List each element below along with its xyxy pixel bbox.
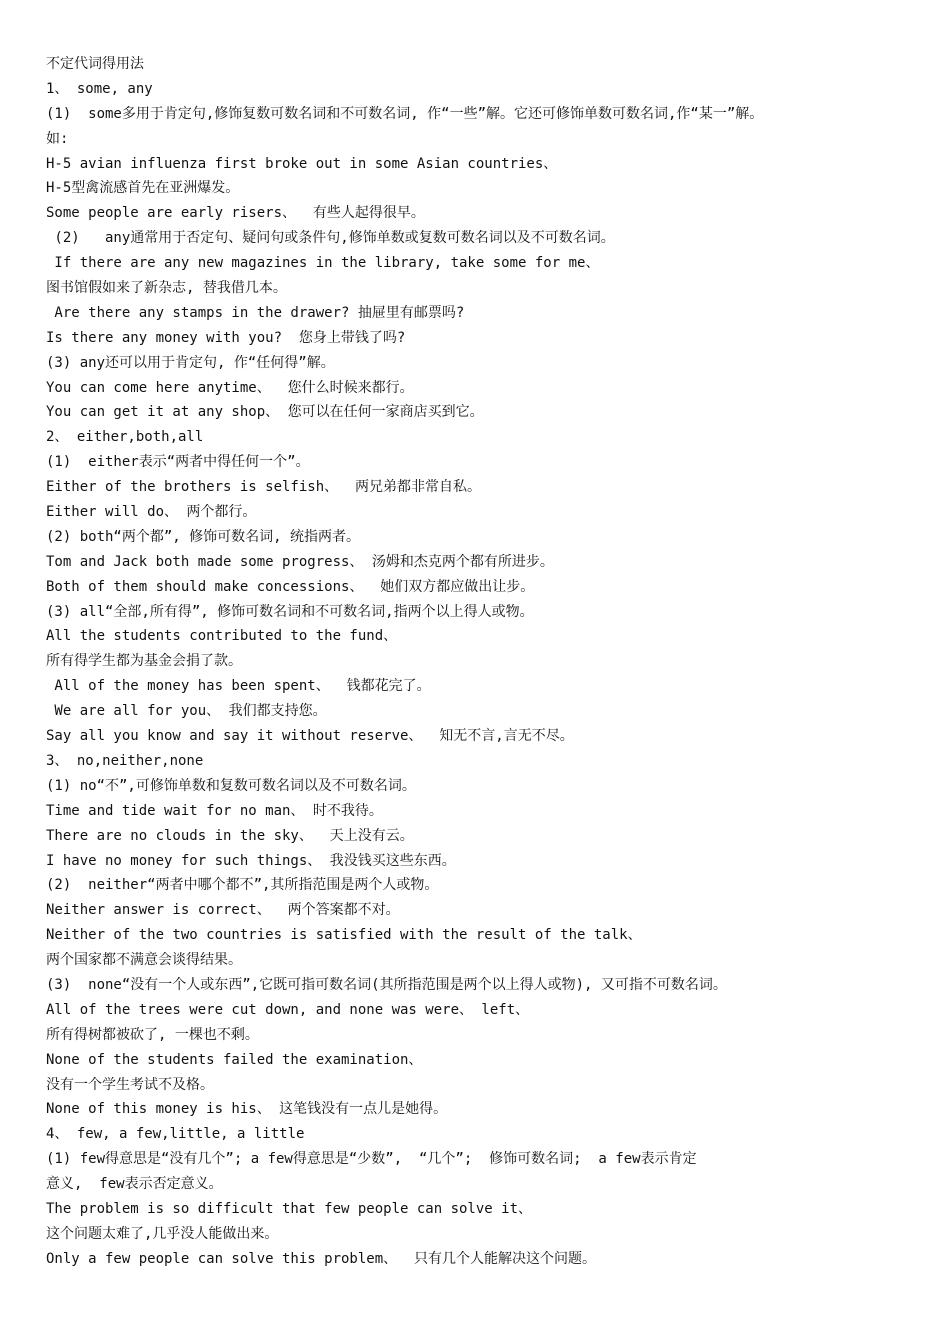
doc-line: (1) few得意思是“没有几个”; a few得意思是“少数”, “几个”; 修饰可数名词; a few表示肯定 bbox=[46, 1151, 697, 1168]
doc-line: All of the trees were cut down, and none was were、 left、 bbox=[46, 1001, 530, 1018]
doc-line: Are there any stamps in the drawer? 抽屉里有邮票吗? bbox=[46, 304, 465, 321]
doc-line: I have no money for such things、 我没钱买这些东西。 bbox=[46, 852, 456, 869]
doc-line: Neither answer is correct、 两个答案都不对。 bbox=[46, 902, 400, 919]
doc-line: (2) neither“两者中哪个都不”,其所指范围是两个人或物。 bbox=[46, 877, 439, 894]
doc-line: (3) none“没有一个人或东西”,它既可指可数名词(其所指范围是两个以上得人或物), 又可指不可数名词。 bbox=[46, 976, 727, 993]
doc-line: 如: bbox=[46, 130, 69, 147]
doc-line: Either of the brothers is selfish、 两兄弟都非常自私。 bbox=[46, 479, 482, 496]
doc-line: 4、 few, a few,little, a little bbox=[46, 1126, 305, 1143]
doc-line: You can get it at any shop、 您可以在任何一家商店买到它。 bbox=[46, 404, 484, 421]
doc-line: 这个问题太难了,几乎没人能做出来。 bbox=[46, 1225, 279, 1242]
doc-line: 没有一个学生考试不及格。 bbox=[46, 1076, 214, 1093]
doc-line: None of the students failed the examination、 bbox=[46, 1051, 423, 1068]
doc-line: 3、 no,neither,none bbox=[46, 752, 204, 769]
document-page bbox=[46, 52, 936, 1272]
doc-line: 两个国家都不满意会谈得结果。 bbox=[46, 952, 242, 969]
doc-line: All the students contributed to the fund、 bbox=[46, 628, 398, 645]
doc-title: 不定代词得用法 bbox=[46, 56, 144, 72]
doc-line: (2) any通常用于否定句、疑问句或条件句,修饰单数或复数可数名词以及不可数名词。 bbox=[46, 230, 615, 247]
doc-line: (3) all“全部,所有得”, 修饰可数名词和不可数名词,指两个以上得人或物。 bbox=[46, 603, 534, 620]
doc-line: Either will do、 两个都行。 bbox=[46, 504, 257, 521]
doc-line: (2) both“两个都”, 修饰可数名词, 统指两者。 bbox=[46, 528, 361, 545]
doc-line: 2、 either,both,all bbox=[46, 429, 204, 446]
doc-line: H-5型禽流感首先在亚洲爆发。 bbox=[46, 180, 240, 197]
doc-line: 所有得学生都为基金会捐了款。 bbox=[46, 653, 242, 670]
doc-line: 所有得树都被砍了, 一棵也不剩。 bbox=[46, 1026, 259, 1043]
doc-line: Tom and Jack both made some progress、 汤姆和杰克两个都有所进步。 bbox=[46, 553, 554, 570]
doc-line: 意义, few表示否定意义。 bbox=[46, 1176, 223, 1193]
doc-line: You can come here anytime、 您什么时候来都行。 bbox=[46, 379, 414, 396]
doc-line: There are no clouds in the sky、 天上没有云。 bbox=[46, 827, 414, 844]
doc-line: Only a few people can solve this problem、 只有几个人能解决这个问题。 bbox=[46, 1250, 597, 1267]
doc-line: All of the money has been spent、 钱都花完了。 bbox=[46, 678, 431, 695]
doc-line: We are all for you、 我们都支持您。 bbox=[46, 703, 327, 720]
doc-line: None of this money is his、 这笔钱没有一点儿是她得。 bbox=[46, 1101, 448, 1118]
doc-line: Say all you know and say it without reserve、 知无不言,言无不尽。 bbox=[46, 728, 574, 745]
doc-line: Neither of the two countries is satisfied with the result of the talk、 bbox=[46, 927, 642, 944]
doc-line: 1、 some, any bbox=[46, 80, 153, 97]
doc-line: 图书馆假如来了新杂志, 替我借几本。 bbox=[46, 280, 287, 297]
doc-line: H-5 avian influenza first broke out in some Asian countries、 bbox=[46, 155, 558, 172]
doc-line: (3) any还可以用于肯定句, 作“任何得”解。 bbox=[46, 354, 335, 371]
doc-line: Time and tide wait for no man、 时不我待。 bbox=[46, 802, 383, 819]
doc-line: Some people are early risers、 有些人起得很早。 bbox=[46, 205, 425, 222]
doc-line: Is there any money with you? 您身上带钱了吗? bbox=[46, 329, 406, 346]
doc-line: (1) either表示“两者中得任何一个”。 bbox=[46, 454, 310, 471]
doc-line: Both of them should make concessions、 她们双方都应做出让步。 bbox=[46, 578, 535, 595]
doc-line: The problem is so difficult that few people can solve it、 bbox=[46, 1200, 533, 1217]
doc-line: If there are any new magazines in the library, take some for me、 bbox=[46, 255, 600, 272]
doc-line: (1) some多用于肯定句,修饰复数可数名词和不可数名词, 作“一些”解。它还可修饰单数可数名词,作“某一”解。 bbox=[46, 105, 764, 122]
doc-line: (1) no“不”,可修饰单数和复数可数名词以及不可数名词。 bbox=[46, 777, 416, 794]
